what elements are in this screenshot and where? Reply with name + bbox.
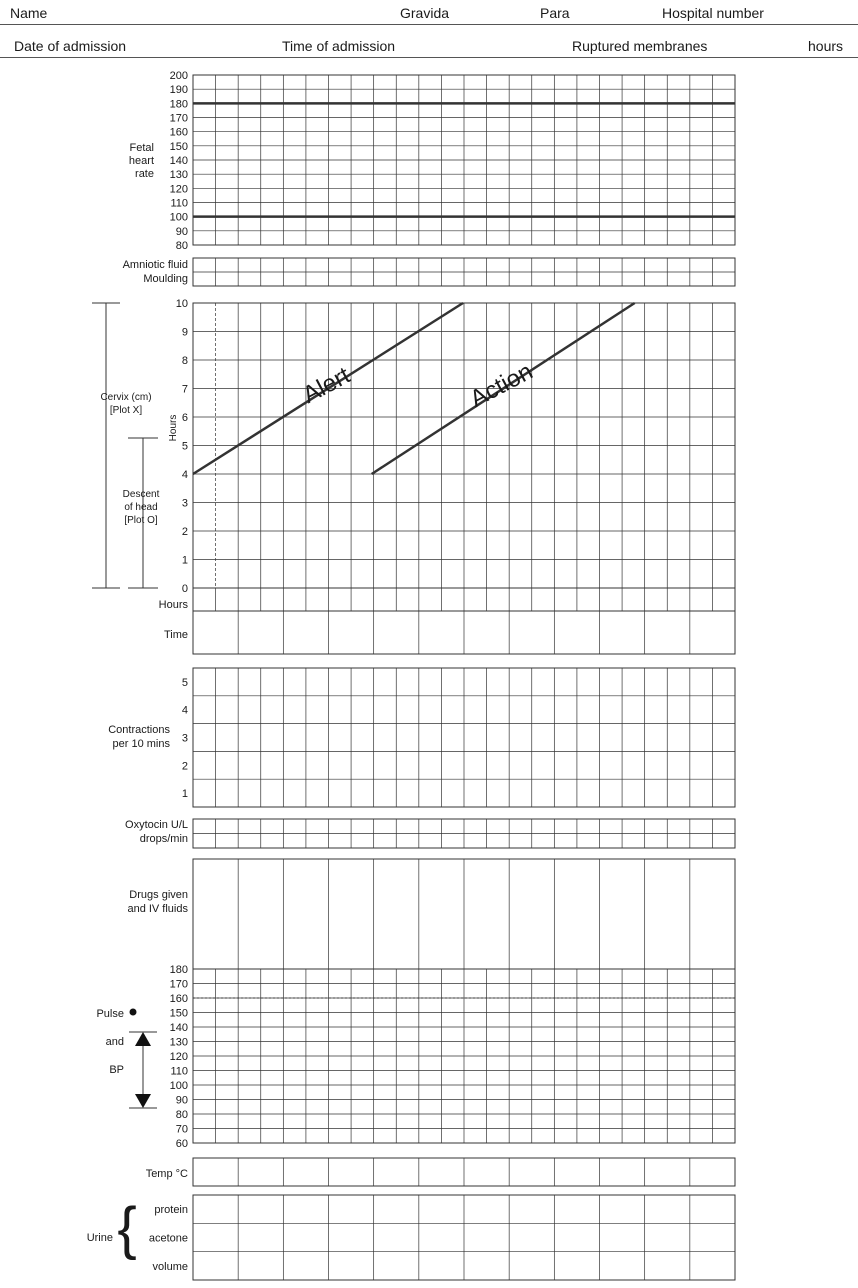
- drugs-label: Drugs given: [129, 889, 188, 901]
- cervix-tick: 10: [175, 298, 188, 310]
- cervix-time-row-label: Time: [163, 629, 188, 641]
- pulse-bp-tick: 150: [169, 1007, 188, 1020]
- fhr-tick: 150: [169, 140, 188, 153]
- cervix-tick: 1: [181, 554, 188, 567]
- urine-brace-icon: {: [117, 1196, 137, 1261]
- cervix-tick: 5: [181, 440, 188, 453]
- pulse-bp-tick: 110: [170, 1065, 188, 1078]
- fhr-tick: 100: [169, 211, 188, 224]
- pulse-bp-tick: 120: [169, 1051, 188, 1063]
- time-of-admission-label: Time of admission: [282, 38, 396, 54]
- pulse-bp-tick: 180: [169, 964, 188, 976]
- urine-row-label: protein: [154, 1204, 188, 1217]
- alert-label: Alert: [298, 361, 355, 409]
- fhr-label: rate: [135, 168, 154, 180]
- fhr-tick: 200: [169, 70, 188, 82]
- contractions-tick: 5: [181, 676, 188, 689]
- pulse-bp-tick: 140: [169, 1022, 188, 1034]
- cervix-tick: 3: [181, 497, 188, 510]
- cervix-tick: 2: [181, 526, 188, 538]
- cervix-tick: 7: [181, 383, 188, 396]
- cervix-tick: 9: [181, 326, 188, 339]
- cervix-label: [Plot X]: [109, 405, 143, 416]
- fhr-tick: 120: [169, 183, 188, 196]
- contractions-tick: 4: [181, 704, 188, 717]
- urine-row-label: acetone: [148, 1232, 188, 1245]
- and-label: and: [105, 1036, 124, 1048]
- fhr-tick: 170: [169, 112, 188, 125]
- contractions-label: Contractions: [108, 724, 170, 736]
- pulse-bp-tick: 100: [169, 1080, 188, 1092]
- pulse-bp-tick: 60: [175, 1138, 188, 1150]
- cervix-label: Cervix (cm): [100, 392, 152, 403]
- cervix-hours-row-label: Hours: [158, 599, 188, 611]
- fhr-tick: 190: [169, 84, 188, 97]
- cervix-tick: 6: [181, 412, 188, 424]
- action-label: Action: [465, 357, 538, 413]
- pulse-label: Pulse: [96, 1008, 124, 1020]
- contractions-tick: 3: [181, 732, 188, 745]
- fhr-tick: 80: [175, 240, 188, 252]
- cervix-tick: 4: [181, 469, 188, 481]
- pulse-bp-tick: 80: [175, 1109, 188, 1121]
- hospital-number-label: Hospital number: [662, 5, 764, 21]
- fhr-tick: 140: [169, 155, 188, 167]
- contractions-label: per 10 mins: [112, 738, 170, 750]
- descent-label: of head: [124, 502, 158, 513]
- contractions-tick: 1: [181, 788, 188, 801]
- fhr-tick: 110: [170, 197, 188, 210]
- oxytocin-label: drops/min: [139, 833, 188, 845]
- urine-label: Urine: [86, 1232, 113, 1244]
- cervix-tick: 8: [181, 355, 188, 367]
- para-label: Para: [540, 5, 570, 21]
- fhr-tick: 180: [169, 98, 188, 111]
- bp-up-arrow-icon: [135, 1032, 151, 1046]
- descent-label: [Plot O]: [124, 515, 158, 526]
- pulse-bp-tick: 170: [169, 978, 188, 991]
- bp-down-arrow-icon: [135, 1094, 151, 1108]
- pulse-bp-tick: 130: [169, 1036, 188, 1049]
- descent-label: Descent: [122, 489, 160, 500]
- amniotic-label: Moulding: [143, 273, 188, 285]
- gravida-label: Gravida: [400, 5, 450, 21]
- drugs-label: and IV fluids: [127, 903, 188, 915]
- fhr-label: heart: [128, 155, 154, 167]
- pulse-bp-tick: 70: [175, 1123, 188, 1136]
- pulse-dot-icon: [130, 1009, 137, 1016]
- ruptured-membranes-label: Ruptured membranes: [572, 38, 708, 54]
- fhr-label: Fetal: [129, 142, 154, 154]
- date-of-admission-label: Date of admission: [14, 38, 127, 54]
- amniotic-label: Amniotic fluid: [122, 259, 188, 271]
- cervix-tick: 0: [181, 583, 188, 595]
- urine-row-label: volume: [152, 1260, 188, 1273]
- oxytocin-label: Oxytocin U/L: [125, 819, 188, 831]
- fhr-tick: 90: [175, 225, 188, 238]
- fhr-tick: 130: [169, 169, 188, 182]
- pulse-bp-tick: 90: [175, 1094, 188, 1107]
- name-label: Name: [10, 5, 48, 21]
- fhr-tick: 160: [169, 126, 188, 139]
- temp-label: Temp °C: [145, 1168, 188, 1180]
- pulse-bp-tick: 160: [169, 993, 188, 1005]
- contractions-tick: 2: [181, 760, 188, 773]
- bp-label: BP: [109, 1064, 124, 1076]
- cervix-hours-vertical-label: Hours: [168, 414, 179, 442]
- hours-label: hours: [808, 38, 844, 54]
